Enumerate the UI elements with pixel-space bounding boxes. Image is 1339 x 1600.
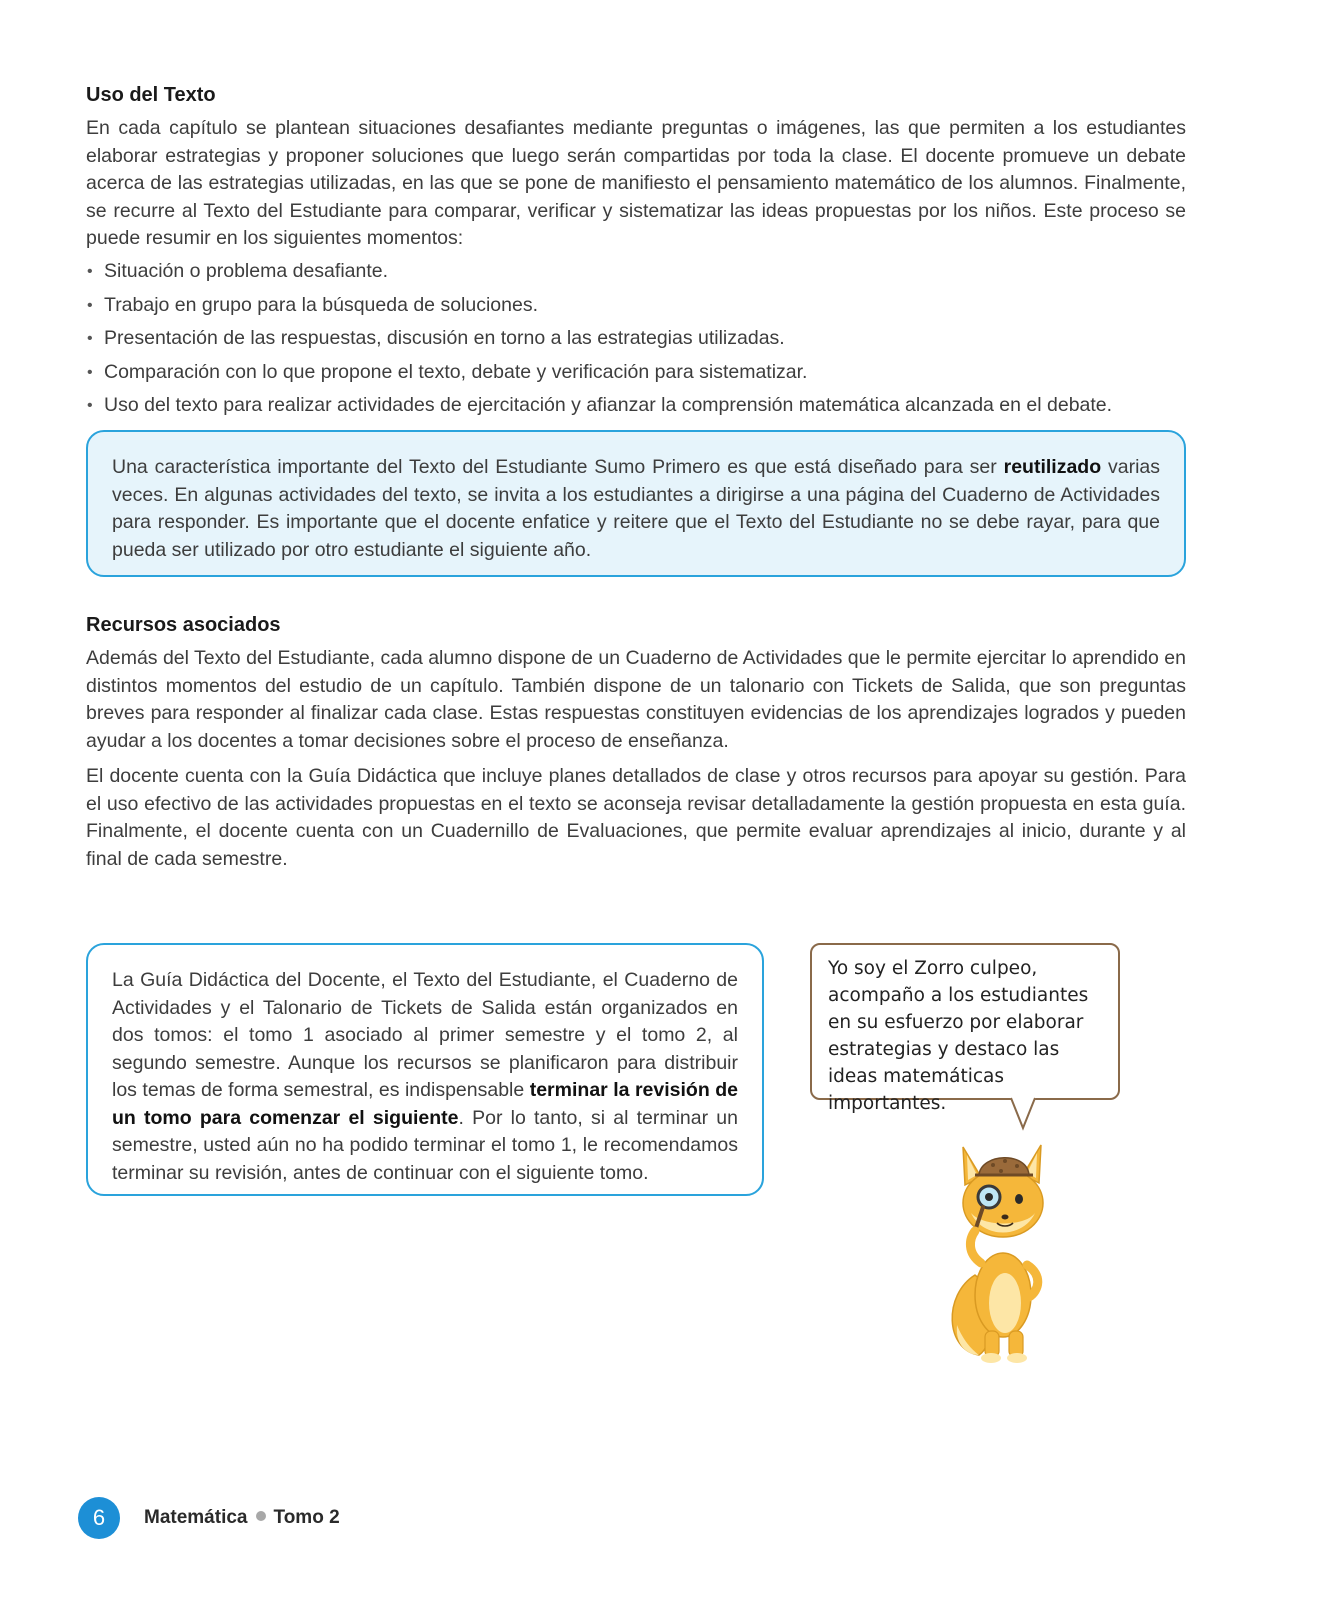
list-item: • Presentación de las respuestas, discusión en torno a las estrategias utilizadas. xyxy=(86,325,1196,359)
list-item: • Situación o problema desafiante. xyxy=(86,258,1196,292)
footer-volume: Tomo 2 xyxy=(273,1507,340,1528)
speech-bubble-text: Yo soy el Zorro culpeo, acompaño a los estudiantes en su esfuerzo por elaborar estrategias y destaco las ideas matemáticas importantes. xyxy=(828,958,1089,1114)
list-item: • Comparación con lo que propone el texto, debate y verificación para sistematizar. xyxy=(86,359,1196,393)
moments-list xyxy=(86,258,1196,426)
callout-tomos-text: La Guía Didáctica del Docente, el Texto del Estudiante, el Cuaderno de Actividades y el Talonario de Tickets de Salida están organizados en dos tomos: el tomo 1 asociado al primer semestre y el tomo 2, al segundo semestre. Aunque los recursos se planificaron para distribuir los temas de forma semestral, es indispensable terminar la revisión de un tomo para comenzar el siguiente. Por lo tanto, si al terminar un semestre, usted aún no ha podido terminar el tomo 1, le recomendamos terminar su revisión, antes de continuar con el siguiente tomo. xyxy=(112,969,738,1184)
footer-title xyxy=(144,1507,340,1529)
section-heading-recursos: Recursos asociados xyxy=(86,614,281,636)
section-heading-uso: Uso del Texto xyxy=(86,84,216,106)
speech-bubble-tail xyxy=(1008,1097,1038,1131)
footer-subject: Matemática xyxy=(144,1507,248,1528)
list-item: • Trabajo en grupo para la búsqueda de soluciones. xyxy=(86,292,1196,326)
list-item: • Uso del texto para realizar actividades de ejercitación y afianzar la comprensión matemática alcanzada en el debate. xyxy=(86,392,1196,426)
recursos-paragraph-1: Además del Texto del Estudiante, cada alumno dispone de un Cuaderno de Actividades que le permite ejercitar lo aprendido en distintos momentos del estudio de un capítulo. También dispone de un talonario con Tickets de Salida, que son preguntas breves para responder al finalizar cada clase. Estas respuestas constituyen evidencias de los aprendizajes logrados y pueden ayudar a los docentes a tomar decisiones sobre el proceso de enseñanza. xyxy=(86,647,1186,752)
callout-tomos xyxy=(86,943,764,1196)
callout-tomos-emphasis: terminar la revisión de un tomo para comenzar el siguiente xyxy=(112,1079,738,1129)
footer-separator-dot xyxy=(256,1511,266,1521)
uso-paragraph: En cada capítulo se plantean situaciones desafiantes mediante preguntas o imágenes, las que permiten a los estudiantes elaborar estrategias y proponer soluciones que luego serán compartidas por toda la clase. El docente promueve un debate acerca de las estrategias utilizadas, en las que se pone de manifiesto el pensamiento matemático de los alumnos. Finalmente, se recurre al Texto del Estudiante para comparar, verificar y sistematizar las ideas propuestas por los niños. Este proceso se puede resumir en los siguientes momentos: xyxy=(86,117,1186,249)
page-number: 6 xyxy=(78,1497,120,1539)
callout-reuse xyxy=(86,430,1186,577)
fox-detective-icon xyxy=(935,1135,1055,1365)
recursos-paragraph-2: El docente cuenta con la Guía Didáctica que incluye planes detallados de clase y otros recursos para apoyar su gestión. Para el uso efectivo de las actividades propuestas en el texto se aconseja revisar detalladamente la gestión propuesta en esta guía. Finalmente, el docente cuenta con un Cuadernillo de Evaluaciones, que permite evaluar aprendizajes al inicio, durante y al final de cada semestre. xyxy=(86,765,1186,870)
speech-bubble xyxy=(810,943,1120,1114)
callout-reuse-emphasis: reutilizado xyxy=(1003,456,1102,478)
callout-reuse-text: Una característica importante del Texto del Estudiante Sumo Primero es que está diseñado para ser reutilizado varias veces. En algunas actividades del texto, se invita a los estudiantes a dirigirse a una página del Cuaderno de Actividades para responder. Es importante que el docente enfatice y reitere que el Texto del Estudiante no se debe rayar, para que pueda ser utilizado por otro estudiante el siguiente año. xyxy=(112,456,1160,561)
